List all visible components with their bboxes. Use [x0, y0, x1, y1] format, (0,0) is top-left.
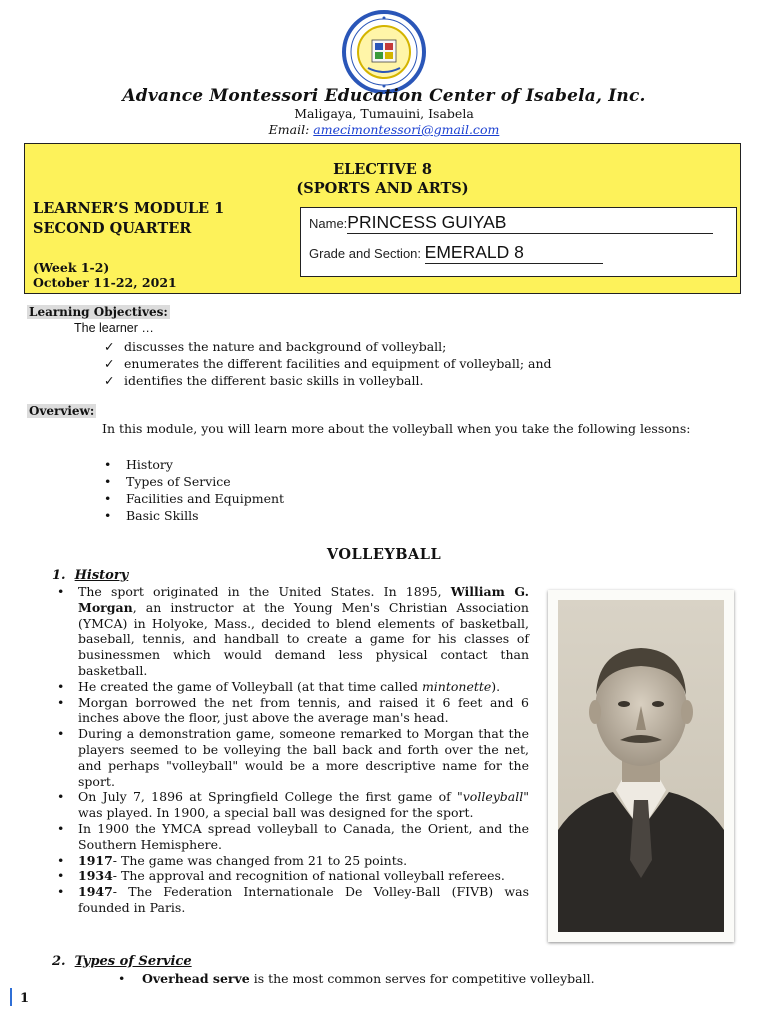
- page-number: 1: [20, 991, 30, 1006]
- section-title: VOLLEYBALL: [326, 546, 442, 563]
- overview-list: [104, 456, 284, 524]
- list-item: • History: [104, 457, 173, 472]
- portrait-image: [558, 600, 724, 932]
- elective-title: [25, 160, 740, 198]
- list-item: • Basic Skills: [104, 508, 199, 523]
- checkmark-icon: ✓: [104, 373, 115, 388]
- objectives-list: [104, 338, 552, 389]
- list-item: • 1934- The approval and recognition of national volleyball referees.: [52, 868, 529, 884]
- objectives-intro: The learner …: [74, 321, 154, 335]
- list-item: ✓ identifies the different basic skills in volleyball.: [104, 373, 424, 388]
- name-field[interactable]: PRINCESS GUIYAB: [347, 212, 713, 234]
- list-item: • On July 7, 1896 at Springfield College the first game of "volleyball" was played. In 1900, a special ball was designed for the sport.: [52, 789, 529, 821]
- list-item: • 1947- The Federation Internationale De Volley-Ball (FIVB) was founded in Paris.: [52, 884, 529, 916]
- module-info-box: [24, 143, 741, 294]
- overview-heading: Overview:: [29, 404, 95, 418]
- list-item: • Types of Service: [104, 474, 231, 489]
- page-marker: [10, 988, 12, 1006]
- name-row: [309, 212, 713, 234]
- list-item: • Morgan borrowed the net from tennis, and raised it 6 feet and 6 inches above the floor, just above the average man's head.: [52, 695, 529, 727]
- module-line-1: LEARNER’S MODULE 1: [33, 200, 225, 217]
- overview-text: In this module, you will learn more about the volleyball when you take the following lessons:: [102, 421, 691, 436]
- elective-line-1: ELECTIVE 8: [333, 161, 432, 178]
- william-morgan-portrait: [548, 590, 734, 942]
- history-heading: 1. History: [52, 568, 129, 583]
- list-item: • The sport originated in the United States. In 1895, William G. Morgan, an instructor at the Young Men's Christian Association (YMCA) in Holyoke, Mass., decided to blend elements of basketball, baseball, tennis, and handball to create a game for his classes of businessmen which would demand less physical contact than basketball.: [52, 584, 529, 679]
- date-range: October 11-22, 2021: [33, 275, 177, 290]
- list-item: • He created the game of Volleyball (at that time called mintonette).: [52, 679, 529, 695]
- module-title: [33, 199, 224, 239]
- bullet-icon: •: [118, 971, 126, 986]
- checkmark-icon: ✓: [104, 356, 115, 371]
- bullet-icon: •: [104, 474, 112, 489]
- list-item: ✓ enumerates the different facilities and equipment of volleyball; and: [104, 356, 552, 371]
- school-seal-logo: [342, 10, 426, 94]
- school-email: [0, 122, 768, 137]
- list-item: • Facilities and Equipment: [104, 491, 285, 506]
- elective-line-2: (SPORTS AND ARTS): [296, 180, 469, 197]
- email-link[interactable]: amecimontessori@gmail.com: [313, 122, 500, 137]
- objectives-heading: Learning Objectives:: [29, 305, 168, 319]
- service-heading: 2. Types of Service: [52, 954, 192, 969]
- grade-row: [309, 242, 603, 264]
- list-item: • During a demonstration game, someone remarked to Morgan that the players seemed to be volleying the ball back and forth over the net, and perhaps "volleyball" would be a more descriptive name for the sport.: [52, 726, 529, 789]
- history-list: [52, 584, 529, 916]
- module-line-2: SECOND QUARTER: [33, 220, 192, 237]
- name-label: Name:: [309, 216, 348, 231]
- service-item: • Overhead serve is the most common serves for competitive volleyball.: [118, 971, 595, 986]
- student-info-box: [300, 207, 737, 277]
- bullet-icon: •: [104, 508, 112, 523]
- grade-field[interactable]: EMERALD 8: [425, 242, 603, 264]
- list-item: ✓ discusses the nature and background of volleyball;: [104, 339, 447, 354]
- bullet-icon: •: [104, 491, 112, 506]
- email-label: Email:: [268, 122, 310, 137]
- school-address: Maligaya, Tumauini, Isabela: [294, 106, 474, 121]
- week-info: [33, 260, 177, 290]
- school-name: Advance Montessori Education Center of Isabela, Inc.: [122, 86, 646, 106]
- list-item: • 1917- The game was changed from 21 to 25 points.: [52, 853, 529, 869]
- list-item: • In 1900 the YMCA spread volleyball to Canada, the Orient, and the Southern Hemisphere.: [52, 821, 529, 853]
- bullet-icon: •: [104, 457, 112, 472]
- checkmark-icon: ✓: [104, 339, 115, 354]
- week-range: (Week 1-2): [33, 260, 110, 275]
- grade-label: Grade and Section:: [309, 246, 422, 261]
